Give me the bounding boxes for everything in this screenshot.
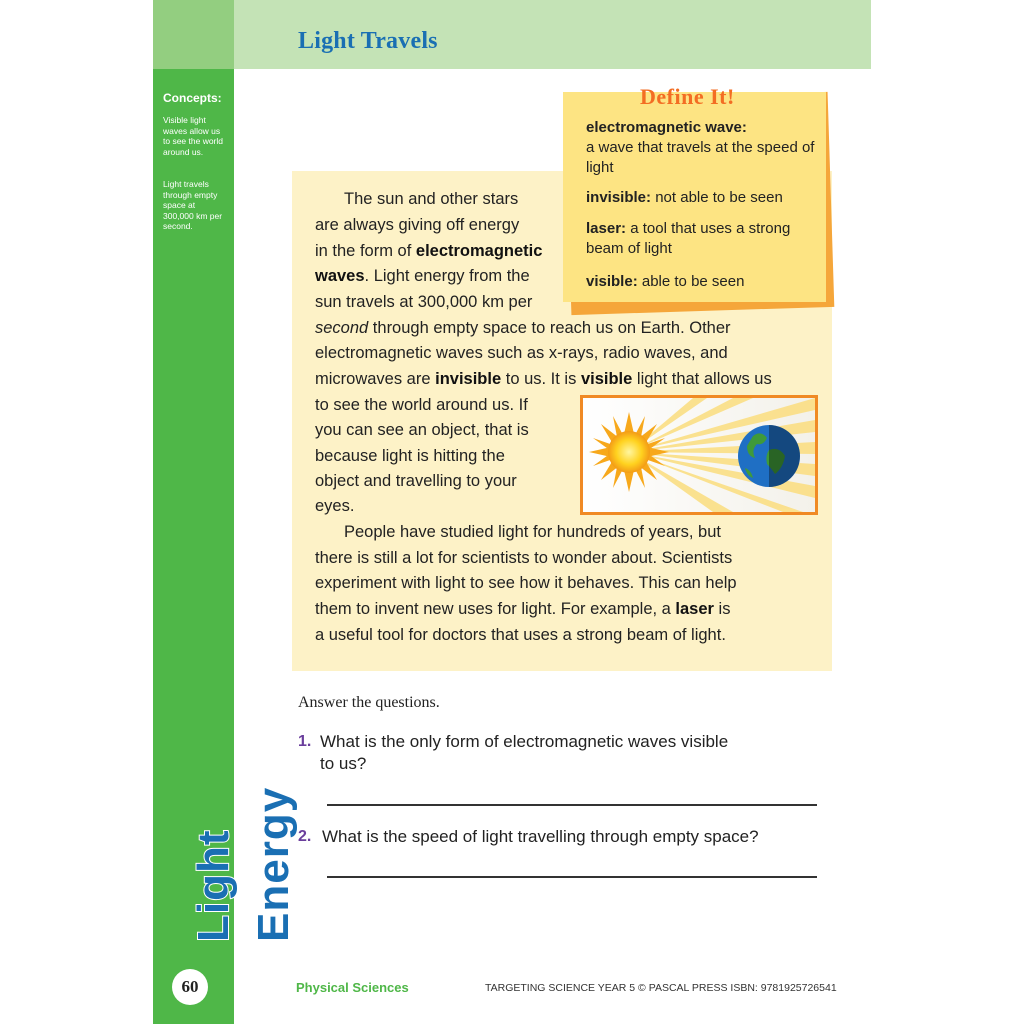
sidebar-top-block bbox=[153, 0, 234, 69]
definition-term: laser: bbox=[586, 220, 627, 237]
reading-line: People have studied light for hundreds of years, but bbox=[344, 523, 721, 541]
reading-line: second through empty space to reach us on Earth. Other bbox=[315, 319, 731, 337]
definition-term: invisible: bbox=[586, 189, 652, 206]
reading-line: experiment with light to see how it behaves. This can help bbox=[315, 574, 737, 592]
definition-text: not able to be seen bbox=[655, 189, 783, 206]
questions-instruction: Answer the questions. bbox=[298, 694, 440, 711]
reading-line: are always giving off energy bbox=[315, 216, 520, 234]
answer-line-2[interactable] bbox=[327, 876, 817, 878]
reading-line: there is still a lot for scientists to wonder about. Scientists bbox=[315, 549, 733, 567]
reading-line: a useful tool for doctors that uses a strong beam of light. bbox=[315, 626, 726, 644]
reading-line: to see the world around us. If bbox=[315, 396, 528, 414]
term-waves: waves bbox=[315, 267, 365, 285]
earth bbox=[738, 425, 800, 487]
definition-text: able to be seen bbox=[641, 273, 745, 290]
reading-line: you can see an object, that is bbox=[315, 421, 529, 439]
reading-line: The sun and other stars bbox=[344, 190, 519, 208]
definition-item bbox=[586, 118, 818, 178]
page-title: Light Travels bbox=[298, 28, 438, 54]
footer-credit: TARGETING SCIENCE YEAR 5 © PASCAL PRESS ISBN: 9781925726541 bbox=[485, 982, 837, 994]
section-title: Light Energy bbox=[189, 786, 298, 942]
reading-line: microwaves are invisible to us. It is visible light that allows us bbox=[315, 370, 772, 388]
definition-item bbox=[586, 272, 818, 292]
concepts-heading: Concepts: bbox=[163, 91, 222, 105]
page-number: 60 bbox=[172, 969, 208, 1005]
term-visible: visible bbox=[580, 370, 633, 388]
question-number: 1. bbox=[298, 733, 312, 750]
reading-line: electromagnetic waves such as x-rays, radio waves, and bbox=[315, 344, 728, 362]
footer-strand: Physical Sciences bbox=[296, 980, 409, 995]
definition-term: visible: bbox=[586, 273, 638, 290]
sun-earth-illustration bbox=[580, 395, 818, 515]
define-it-heading: Define It! bbox=[640, 84, 735, 109]
definition-text: a tool that uses a strong beam of light bbox=[586, 220, 791, 257]
answer-line-1[interactable] bbox=[327, 804, 817, 806]
reading-line: eyes. bbox=[315, 497, 355, 515]
concept-item: Light travels through empty space at 300,000 km per second. bbox=[163, 179, 223, 231]
term-electromagnetic: electromagnetic bbox=[415, 242, 543, 260]
question-text: What is the only form of electromagnetic waves visible bbox=[320, 732, 729, 751]
header-band bbox=[234, 0, 871, 69]
sun bbox=[608, 431, 650, 473]
reading-line: waves. Light energy from the bbox=[315, 267, 530, 285]
reading-line: in the form of electromagnetic bbox=[315, 242, 543, 260]
reading-line: object and travelling to your bbox=[315, 472, 517, 490]
reading-line: because light is hitting the bbox=[315, 447, 505, 465]
question-number: 2. bbox=[298, 828, 312, 845]
definition-item bbox=[586, 188, 818, 208]
term-invisible: invisible bbox=[435, 370, 502, 388]
reading-line: sun travels at 300,000 km per bbox=[315, 293, 533, 311]
sun-earth-svg bbox=[583, 398, 815, 512]
term-laser: laser bbox=[675, 600, 714, 618]
definition-text: a wave that travels at the speed of light bbox=[586, 139, 815, 176]
definition-item bbox=[586, 219, 818, 259]
concept-item: Visible light waves allow us to see the world around us. bbox=[163, 115, 224, 157]
question-text: What is the speed of light travelling through empty space? bbox=[322, 827, 759, 846]
reading-line: them to invent new uses for light. For example, a laser is bbox=[315, 600, 731, 618]
question-text: to us? bbox=[320, 754, 367, 773]
definition-term: electromagnetic wave: bbox=[586, 119, 747, 136]
